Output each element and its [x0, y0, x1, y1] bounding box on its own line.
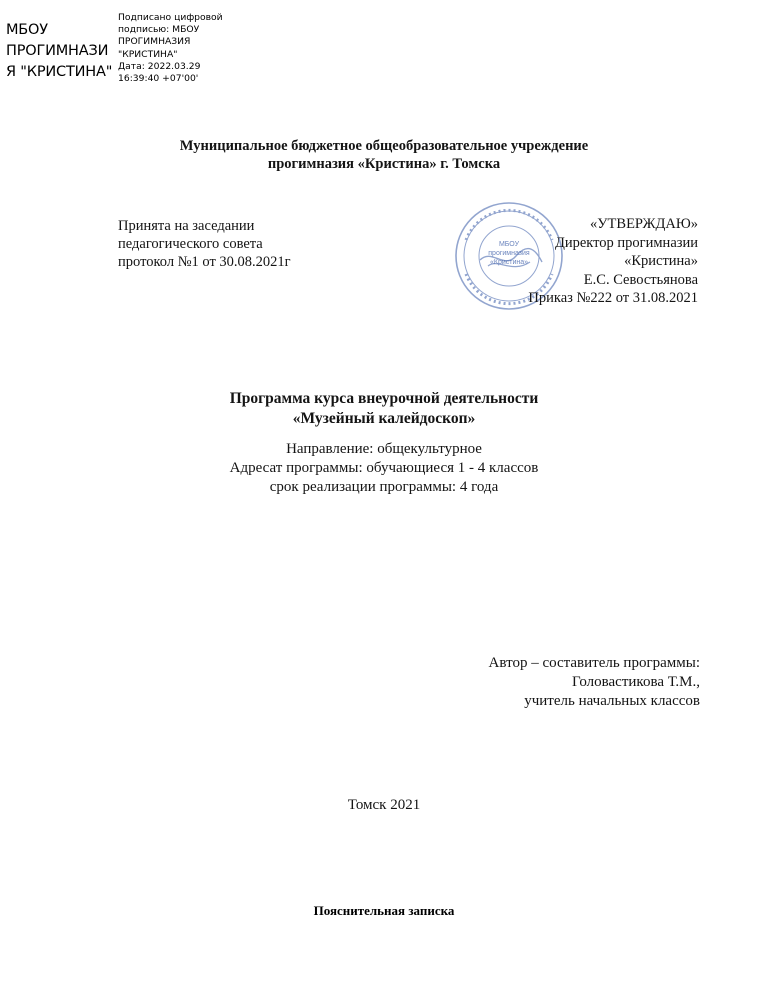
section-heading: Пояснительная записка: [313, 903, 455, 918]
city-year: Томск 2021: [347, 797, 421, 813]
accepted-line: Принята на заседании: [118, 218, 255, 234]
approval-line: Директор прогимназии: [554, 234, 698, 251]
accepted-line: протокол №1 от 30.08.2021г: [118, 254, 291, 270]
accepted-block: [118, 217, 291, 271]
program-title-line: «Музейный калейдоскоп»: [292, 410, 476, 427]
institution-header: [0, 137, 768, 173]
author-line: Автор – составитель программы:: [488, 655, 700, 671]
stamp-text: «Кристина»: [489, 259, 529, 266]
approval-block: [528, 215, 698, 308]
signature-org-line: Я "КРИСТИНА": [6, 64, 113, 80]
approval-line: Е.С. Севостьянова: [583, 271, 698, 288]
signature-meta-line: ПРОГИМНАЗИЯ: [118, 36, 191, 48]
program-period: срок реализации программы: 4 года: [269, 479, 499, 495]
program-title: [0, 389, 768, 429]
approval-line: «УТВЕРЖДАЮ»: [590, 216, 698, 232]
author-line: Головастикова Т.М.,: [572, 674, 700, 690]
signature-organization: [6, 20, 112, 83]
signature-details: [118, 12, 223, 85]
accepted-line: педагогического совета: [118, 236, 263, 252]
author-line: учитель начальных классов: [524, 693, 700, 709]
program-audience: Адресат программы: обучающиеся 1 - 4 классов: [229, 460, 539, 476]
author-block: [489, 654, 700, 711]
signature-meta-line: 16:39:40 +07'00': [118, 73, 199, 85]
signature-meta-line: подписью: МБОУ: [118, 24, 200, 36]
approval-line: «Кристина»: [624, 253, 698, 269]
signature-meta-line: Подписано цифровой: [118, 12, 223, 23]
stamp-text: прогимназия: [488, 250, 530, 257]
program-info: [0, 440, 768, 497]
signature-meta-line: Дата: 2022.03.29: [118, 60, 201, 72]
program-title-line: Программа курса внеурочной деятельности: [229, 390, 539, 407]
institution-line: Муниципальное бюджетное общеобразовательное учреждение: [179, 138, 589, 154]
signature-org-line: ПРОГИМНАЗИ: [6, 43, 109, 59]
signature-org-line: МБОУ: [6, 22, 48, 38]
signature-meta-line: "КРИСТИНА": [118, 48, 178, 60]
institution-line: прогимназия «Кристина» г. Томска: [267, 156, 501, 172]
approval-line: Приказ №222 от 31.08.2021: [528, 290, 698, 306]
stamp-text: МБОУ: [498, 241, 520, 248]
program-direction: Направление: общекультурное: [286, 441, 482, 457]
